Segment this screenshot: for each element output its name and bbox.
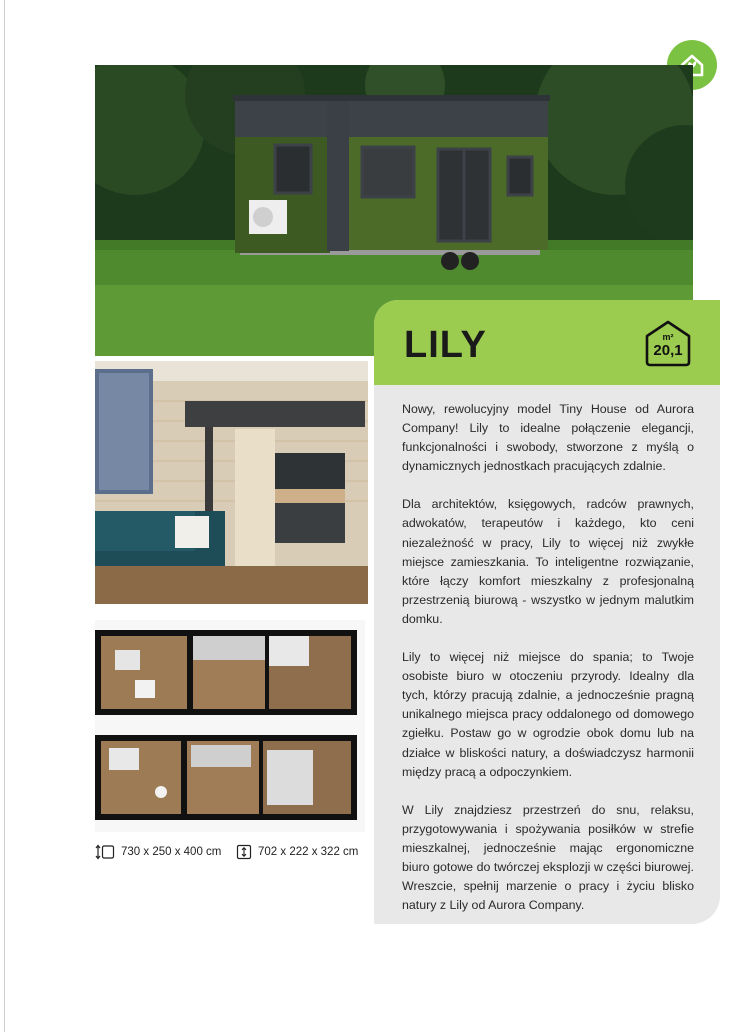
description-paragraph: Lily to więcej niż miejsce do spania; to Twoje osobiste biuro w otoczeniu przyrody. Idealny dla tych, którzy pracują zdalnie, a jednocześnie pragną unikalnego miejsca pracy oddalonego od domowego zgiełku. Postaw go w ogrodzie obok domu lub na działce w bliskości natury, a doświadczysz harmonii między pracą a odpoczynkiem. (402, 650, 694, 779)
area-badge (642, 318, 694, 368)
internal-dimensions-value: 702 x 222 x 322 cm (258, 846, 359, 858)
external-dimensions (95, 844, 221, 860)
page-edge-line (4, 0, 5, 1032)
description-paragraph: W Lily znajdziesz przestrzeń do snu, relaksu, przygotowywania i spożywania posiłków w strefie mieszkalnej, jednocześnie mając ergonomiczne biuro gotowe do twórczej eksplozji w części biurowej. Wreszcie, spełnij marzenie o pracy i życiu blisko natury z Lily od Aurora Company. (402, 802, 694, 913)
area-unit: m² (662, 332, 674, 342)
floor-plan (95, 620, 365, 832)
description-panel (374, 300, 720, 924)
internal-dimensions-icon (236, 844, 252, 860)
area-value: 20,1 (653, 342, 683, 359)
external-dimensions-icon (95, 844, 115, 860)
external-dimensions-value: 730 x 250 x 400 cm (121, 846, 222, 858)
internal-dimensions (236, 844, 358, 860)
description-paragraph: Dla architektów, księgowych, radców prawnych, adwokatów, terapeutów i każdego, kto ceni niezależność w pracy, Lily to więcej niż zwykłe miejsce zamieszkania. To inteligentne rozwiązanie, które łączy komfort mieszkalny z profesjonalną przestrzenią biurową - wszystko w jednym malutkim domku. (402, 497, 694, 626)
panel-header (374, 300, 720, 385)
description-paragraph: Nowy, rewolucyjny model Tiny House od Aurora Company! Lily to idealne połączenie elegancji, funkcjonalności i swobody, stworzone z myślą o dynamicznych jednostkach pracujących zdalnie. (402, 402, 694, 474)
description-text (402, 400, 694, 924)
product-title: LILY (404, 324, 487, 366)
interior-photo (95, 361, 368, 604)
